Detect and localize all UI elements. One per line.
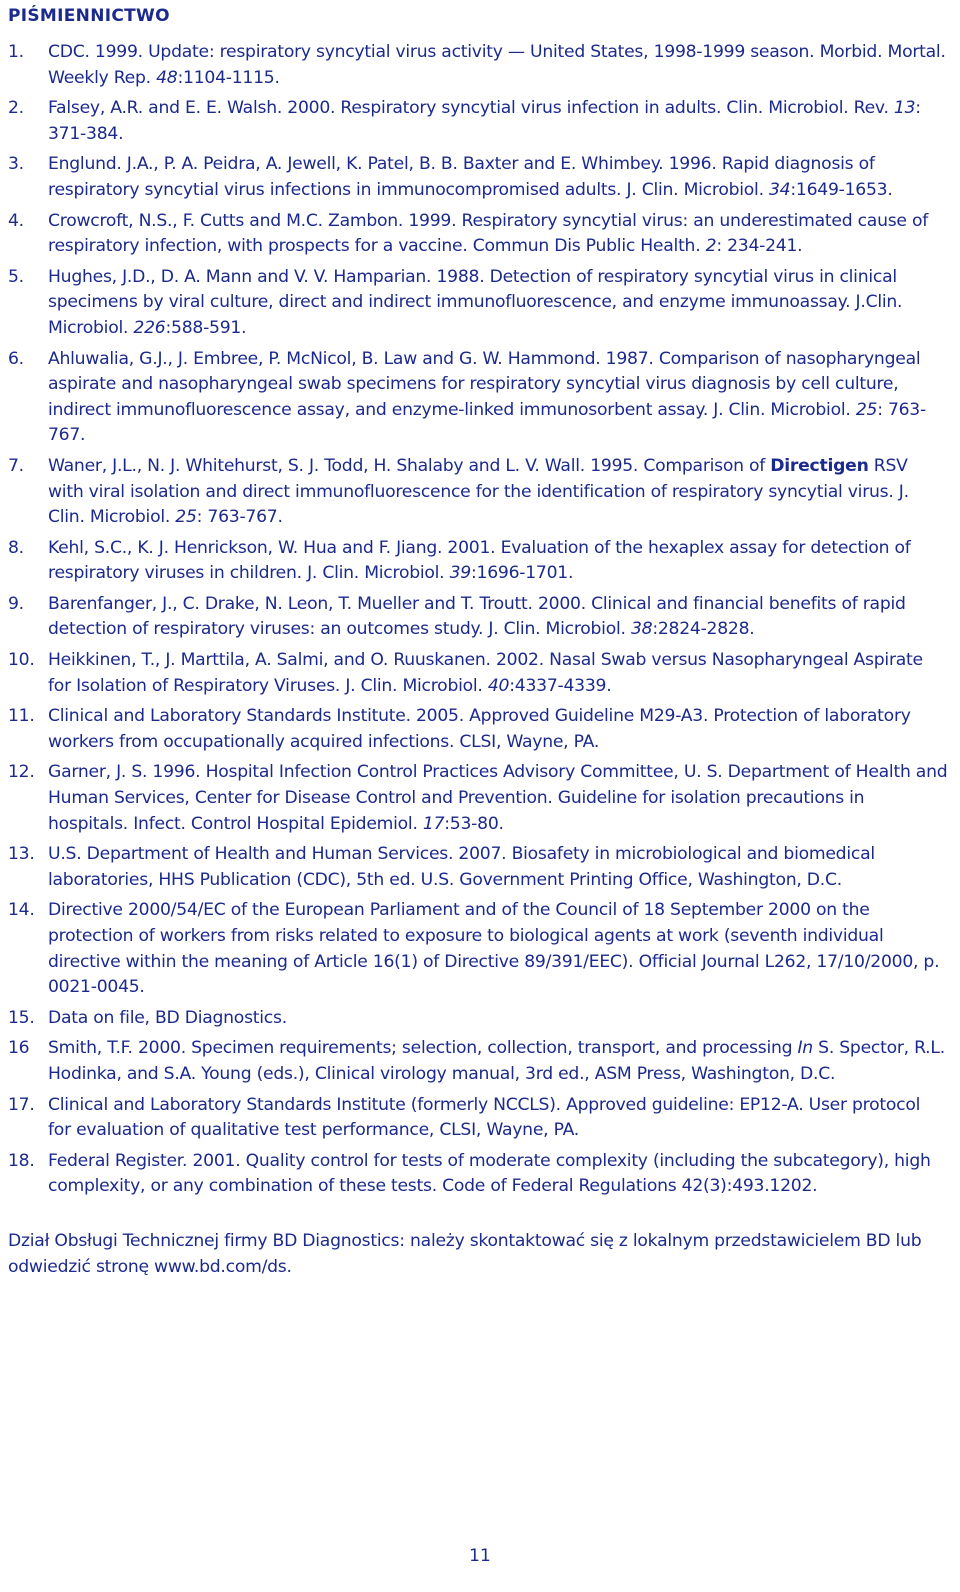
reference-text <box>48 900 939 997</box>
reference-item <box>8 1149 948 1200</box>
reference-segment: Kehl, S.C., K. J. Henrickson, W. Hua and F. Jiang. 2001. Evaluation of the hexaplex assay for detection of respiratory viruses in children. J. Clin. Microbiol. <box>48 537 911 584</box>
reference-item <box>8 536 948 587</box>
reference-text <box>48 1038 945 1084</box>
reference-text <box>48 42 946 88</box>
reference-segment: Falsey, A.R. and E. E. Walsh. 2000. Respiratory syncytial virus infection in adults. Clin. Microbiol. Rev. <box>48 98 894 119</box>
reference-number: 4. <box>8 210 24 231</box>
reference-segment: Directive 2000/54/EC of the European Parliament and of the Council of 18 September 2000 on the protection of workers from risks related to exposure to biological agents at work (seventh individual directive within the meaning of Article 16(1) of Directive 89/391/EEC). Official Journal L262, 17/10/2000, p. 0021-0045. <box>48 900 940 998</box>
reference-text <box>48 349 926 446</box>
reference-item <box>8 1006 948 1032</box>
reference-segment: U.S. Department of Health and Human Services. 2007. Biosafety in microbiological and biomedical laboratories, HHS Publication (CDC), 5th ed. U.S. Government Printing Office, Washington, D.C. <box>48 844 875 890</box>
reference-text <box>48 456 909 527</box>
reference-segment: : 763-767. <box>196 507 283 528</box>
page-number: 11 <box>469 1546 491 1566</box>
reference-item <box>8 209 948 260</box>
reference-number: 8. <box>8 537 24 558</box>
reference-item <box>8 265 948 342</box>
reference-item <box>8 592 948 643</box>
reference-item <box>8 96 948 147</box>
reference-text <box>48 650 923 696</box>
reference-item <box>8 842 948 893</box>
reference-segment: Heikkinen, T., J. Marttila, A. Salmi, and O. Ruuskanen. 2002. Nasal Swab versus Nasopharyngeal Aspirate for Isolation of Respiratory Viruses. J. Clin. Microbiol. <box>48 650 923 696</box>
reference-segment: : 763-767. <box>48 399 926 446</box>
reference-segment: Waner, J.L., N. J. Whitehurst, S. J. Todd, H. Shalaby and L. V. Wall. 1995. Comparison of <box>48 455 771 476</box>
reference-segment: 25 <box>175 507 197 528</box>
reference-number: 11. <box>8 706 35 727</box>
reference-segment: Englund. J.A., P. A. Peidra, A. Jewell, K. Patel, B. B. Baxter and E. Whimbey. 1996. Rapid diagnosis of respiratory syncytial virus infections in immunocompromised adults. J. Clin. Microbiol. <box>48 154 875 200</box>
reference-number: 6. <box>8 348 24 369</box>
reference-segment: 25 <box>855 399 878 420</box>
reference-text <box>48 706 911 752</box>
reference-segment: 13 <box>893 98 916 119</box>
reference-segment: :588-591. <box>165 317 247 338</box>
reference-segment: RSV with viral isolation and direct immunofluorescence for the identification of respiratory syncytial virus. J. Clin. Microbiol. <box>48 455 909 528</box>
reference-segment: Directigen <box>770 455 869 476</box>
document-page <box>8 4 948 1280</box>
reference-number: 2. <box>8 98 24 119</box>
reference-segment: 39 <box>449 563 471 584</box>
reference-number: 15. <box>8 1007 35 1028</box>
reference-number: 1. <box>8 42 24 62</box>
reference-text <box>48 154 893 200</box>
reference-number: 5. <box>8 266 24 287</box>
reference-segment: :1696-1701. <box>470 563 574 584</box>
reference-segment: CDC. 1999. Update: respiratory syncytial virus activity — United States, 1998-1999 season. Morbid. Mortal. Weekly Rep. <box>48 42 946 88</box>
reference-number: 17. <box>8 1094 35 1115</box>
reference-segment: In <box>797 1038 813 1059</box>
reference-item <box>8 347 948 449</box>
reference-segment: Garner, J. S. 1996. Hospital Infection Control Practices Advisory Committee, U. S. Department of Health and Human Services, Center for Disease Control and Prevention. Guideline for isolation precautions in hospitals. Infect. Control Hospital Epidemiol. <box>48 762 948 834</box>
reference-segment: 2 <box>705 236 717 257</box>
reference-item <box>8 454 948 531</box>
reference-number: 12. <box>8 762 35 783</box>
reference-segment: 48 <box>156 67 178 88</box>
reference-segment: S. Spector, R.L. Hodinka, and S.A. Young (eds.), Clinical virology manual, 3rd ed., ASM Press, Washington, D.C. <box>48 1038 945 1084</box>
reference-number: 16 <box>8 1038 30 1059</box>
reference-item <box>8 1036 948 1087</box>
reference-number: 9. <box>8 593 24 614</box>
reference-text <box>48 762 947 833</box>
reference-number: 14. <box>8 900 35 921</box>
reference-list <box>8 40 948 1200</box>
reference-number: 13. <box>8 844 35 865</box>
reference-segment: 226 <box>133 317 166 338</box>
reference-number: 7. <box>8 455 24 476</box>
reference-segment: 38 <box>630 619 653 640</box>
reference-number: 3. <box>8 154 24 175</box>
reference-item <box>8 898 948 1000</box>
reference-segment: :1649-1653. <box>790 179 893 200</box>
reference-text <box>48 538 911 584</box>
reference-number: 10. <box>8 650 35 671</box>
reference-segment: :2824-2828. <box>652 619 755 640</box>
support-note: Dział Obsługi Technicznej firmy BD Diagnostics: należy skontaktować się z lokalnym przedstawicielem BD lub odwiedzić stronę www.bd.com/ds. <box>8 1230 922 1277</box>
reference-segment: 17 <box>422 813 445 834</box>
reference-segment: Smith, T.F. 2000. Specimen requirements; selection, collection, transport, and processing <box>48 1038 798 1059</box>
reference-segment: Federal Register. 2001. Quality control for tests of moderate complexity (including the subcategory), high complexity, or any combination of these tests. Code of Federal Regulations 42(3):493.1202. <box>48 1150 931 1197</box>
reference-item <box>8 704 948 755</box>
reference-segment: Ahluwalia, G.J., J. Embree, P. McNicol, B. Law and G. W. Hammond. 1987. Comparison of nasopharyngeal aspirate and nasopharyngeal swab specimens for respiratory syncytial virus diagnosis by cell culture, indirect immunofluorescence assay, and enzyme-linked immunosorbent assay. J. Clin. Microbiol. <box>48 348 921 420</box>
reference-number: 18. <box>8 1150 35 1171</box>
reference-text <box>48 98 921 144</box>
reference-item <box>8 760 948 837</box>
reference-item <box>8 40 948 91</box>
reference-segment: : 234-241. <box>716 236 803 257</box>
reference-segment: 34 <box>769 179 791 200</box>
reference-segment: Data on file, BD Diagnostics. <box>48 1007 287 1028</box>
reference-text <box>48 1008 287 1028</box>
reference-segment: Hughes, J.D., D. A. Mann and V. V. Hamparian. 1988. Detection of respiratory syncytial virus in clinical specimens by viral culture, direct and indirect immunofluorescence, and enzyme immunoassay. J.Clin. Microbiol. <box>48 266 903 338</box>
page-title: PIŚMIENNICTWO <box>8 6 170 26</box>
reference-segment: Clinical and Laboratory Standards Institute. 2005. Approved Guideline M29-A3. Protection of laboratory workers from occupationally acquired infections. CLSI, Wayne, PA. <box>48 706 911 752</box>
reference-segment: : 371-384. <box>48 98 921 144</box>
reference-text <box>48 267 902 338</box>
reference-segment: Barenfanger, J., C. Drake, N. Leon, T. Mueller and T. Troutt. 2000. Clinical and financial benefits of rapid detection of respiratory viruses: an outcomes study. J. Clin. Microbiol. <box>48 593 906 640</box>
reference-text <box>48 594 906 640</box>
reference-segment: :1104-1115. <box>177 67 280 88</box>
reference-text <box>48 1095 920 1141</box>
reference-segment: :4337-4339. <box>509 675 612 696</box>
reference-segment: Crowcroft, N.S., F. Cutts and M.C. Zambon. 1999. Respiratory syncytial virus: an underestimated cause of respiratory infection, with prospects for a vaccine. Commun Dis Public Health. <box>48 210 929 257</box>
reference-item <box>8 1093 948 1144</box>
reference-segment: :53-80. <box>444 813 504 834</box>
reference-text <box>48 844 875 890</box>
reference-text <box>48 211 928 257</box>
reference-item <box>8 648 948 699</box>
reference-item <box>8 152 948 203</box>
reference-segment: 40 <box>487 675 510 696</box>
reference-segment: Clinical and Laboratory Standards Institute (formerly NCCLS). Approved guideline: EP12-A. User protocol for evaluation of qualitative test performance, CLSI, Wayne, PA. <box>48 1094 921 1141</box>
reference-text <box>48 1151 931 1197</box>
